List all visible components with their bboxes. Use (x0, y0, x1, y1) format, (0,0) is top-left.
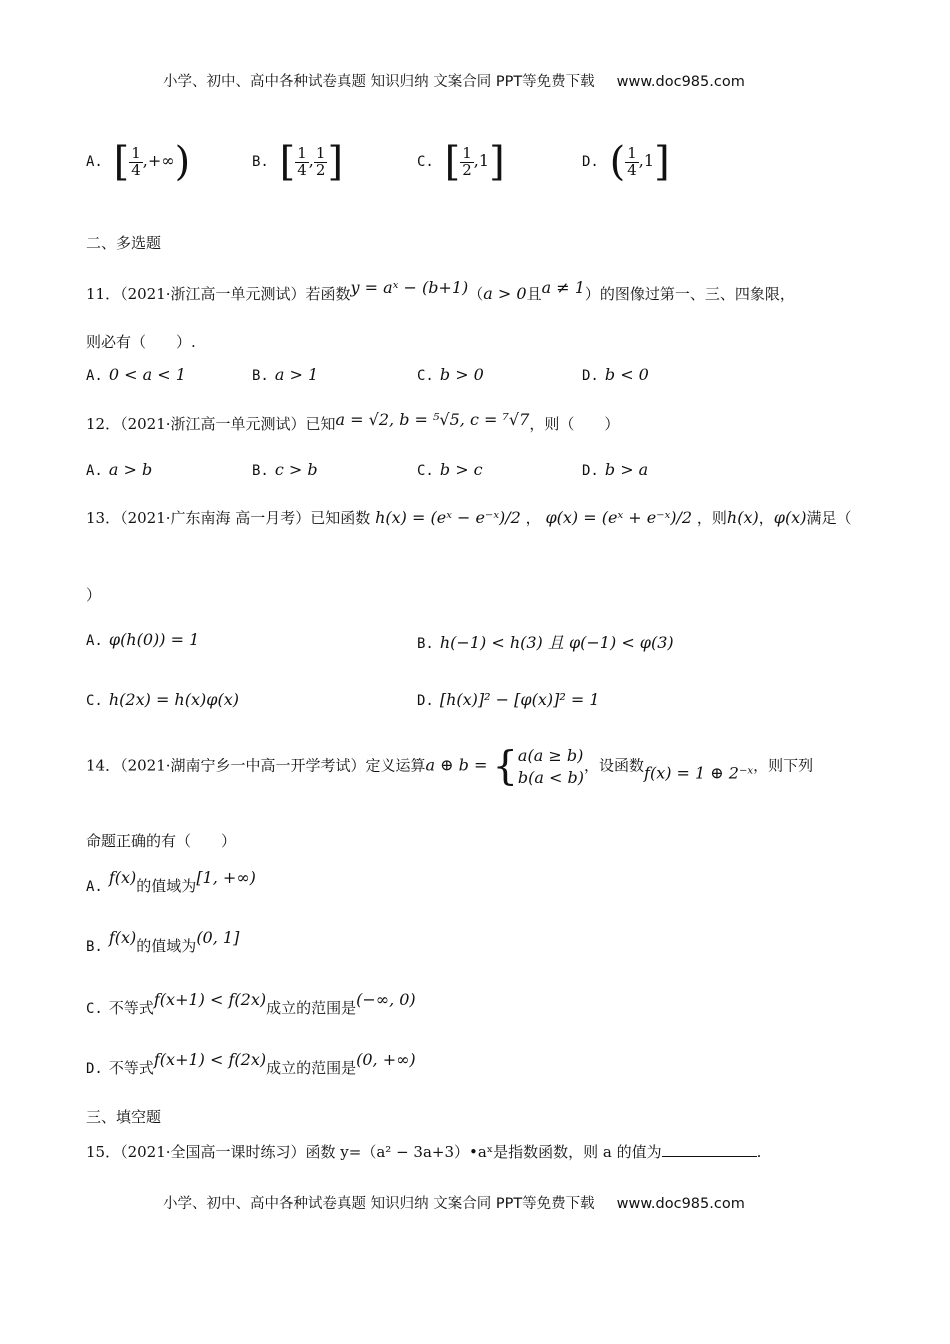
q14-stem: 14．（2021·湖南宁乡一中高一开学考试）定义运算a ⊕ b = { a(a ≥ b) b(a < b) ，设函数f(x) = 1 ⊕ 2⁻ˣ，则下列 (86, 743, 814, 790)
option-math: h(2x) = h(x)φ(x) (108, 690, 239, 709)
option-math1: f(x+1) < f(2x) (153, 1050, 267, 1069)
option-label: D. (417, 693, 434, 709)
q13-stem (86, 507, 851, 528)
q11-stem-tail: ）的图像过第一、三、四象限， (584, 285, 795, 303)
option-label: B. (252, 154, 269, 170)
page-footer (163, 1192, 745, 1213)
option-pre: 不等式 (108, 999, 154, 1017)
q14-stem-tail: ，则下列 (753, 756, 814, 775)
option-math: b > 0 (439, 365, 484, 384)
q10-option-b[interactable] (252, 139, 344, 185)
option-label: B. (86, 939, 103, 955)
option-mid: 成立的范围是 (266, 1059, 357, 1077)
option-label: D. (582, 368, 599, 384)
option-math: a > b (108, 460, 153, 479)
option-label: C. (417, 154, 434, 170)
option-math: [ $\frac{1}{4}$ ,+∞) (113, 139, 191, 185)
q15-answer-blank[interactable] (662, 1144, 757, 1157)
q13-option-a[interactable] (86, 630, 199, 649)
q13-option-b[interactable] (417, 630, 674, 653)
q14-stem-line2: 命题正确的有（ ） (86, 832, 237, 850)
option-math2: (0, 1] (196, 928, 240, 947)
option-math: b > a (604, 460, 649, 479)
q14-option-c[interactable] (86, 990, 416, 1018)
q11-stem (86, 278, 795, 304)
option-mid: 成立的范围是 (266, 999, 357, 1017)
option-pre: 不等式 (108, 1059, 154, 1077)
q14-option-a[interactable] (86, 868, 256, 896)
q12-stem-tail: ，则（ ） (529, 415, 620, 433)
option-math: a > 1 (274, 365, 319, 384)
option-label: C. (417, 368, 434, 384)
q11-option-a[interactable] (86, 365, 186, 384)
footer-site-link[interactable]: www.doc985.com (616, 1196, 745, 1212)
option-math2: (−∞, 0) (356, 990, 416, 1009)
q12-stem-text: 12．（2021·浙江高一单元测试）已知 (86, 415, 336, 433)
q11-paren: （ (468, 285, 484, 303)
option-label: D. (582, 463, 599, 479)
q13-option-d[interactable] (417, 690, 600, 709)
option-label: C. (86, 1001, 103, 1017)
q14-option-b[interactable] (86, 928, 239, 956)
footer-text: 小学、初中、高中各种试卷真题 知识归纳 文案合同 PPT等免费下载 (163, 1196, 595, 1212)
page-header (163, 70, 745, 91)
option-math: [ $\frac{1}{2}$ ,1] (444, 139, 505, 185)
q10-option-c[interactable] (417, 139, 505, 185)
q11-stem-text: 11．（2021·浙江高一单元测试）若函数 (86, 285, 351, 303)
q11-function: y = aˣ − (b+1) (350, 278, 469, 297)
q11-cond2: a ≠ 1 (541, 278, 585, 297)
option-label: D. (582, 154, 599, 170)
option-mid: 的值域为 (136, 877, 197, 895)
option-label: B. (417, 636, 434, 652)
header-site-link[interactable]: www.doc985.com (616, 74, 745, 90)
q14-stem-text: 14．（2021·湖南宁乡一中高一开学考试）定义运算 (86, 756, 426, 775)
q11-and: 且 (526, 285, 542, 303)
q13-hx: h(x) (726, 508, 759, 527)
q12-option-b[interactable] (252, 460, 318, 479)
q15-stem (86, 1141, 761, 1162)
q12-option-d[interactable] (582, 460, 648, 479)
q12-option-a[interactable] (86, 460, 152, 479)
option-label: A. (86, 368, 103, 384)
q11-stem-line2: 则必有（ ）. (86, 333, 196, 351)
option-math1: f(x) (108, 928, 137, 947)
section-multiple-choice-title: 二、多选题 (86, 234, 162, 252)
header-text: 小学、初中、高中各种试卷真题 知识归纳 文案合同 PPT等免费下载 (163, 74, 595, 90)
q13-stem-text: 13．（2021·广东南海 高一月考）已知函数 (86, 509, 371, 527)
q12-option-c[interactable] (417, 460, 483, 479)
q12-given-values: a = √2, b = ⁵√5, c = ⁷√7 (335, 410, 530, 429)
q13-option-c[interactable] (86, 690, 239, 709)
option-math: [h(x)]² − [φ(x)]² = 1 (439, 690, 600, 709)
option-label: D. (86, 1061, 103, 1077)
option-label: A. (86, 154, 103, 170)
option-label: C. (417, 463, 434, 479)
option-math: 0 < a < 1 (108, 365, 186, 384)
option-label: C. (86, 693, 103, 709)
option-math: φ(h(0)) = 1 (108, 630, 200, 649)
option-label: A. (86, 633, 103, 649)
q13-stem-then: ，则 (696, 509, 727, 527)
q13-stem-tail: 满足（ (806, 509, 852, 527)
q11-option-d[interactable] (582, 365, 649, 384)
option-label: A. (86, 463, 103, 479)
q14-option-d[interactable] (86, 1050, 416, 1078)
section-fill-blank-title: 三、填空题 (86, 1108, 162, 1126)
option-math1: f(x) (108, 868, 137, 887)
q11-option-c[interactable] (417, 365, 484, 384)
q12-stem (86, 410, 619, 434)
option-math: ( $\frac{1}{4}$ ,1] (609, 139, 670, 185)
option-math: b > c (439, 460, 483, 479)
q15-stem-text: 15．（2021·全国高一课时练习）函数 y=（a² − 3a+3）•aˣ是指数函数，则 a 的值为 (86, 1143, 662, 1161)
q14-operator: a ⊕ b (425, 755, 469, 775)
q14-case2: b(a < b) (517, 767, 585, 787)
q13-phix: φ(x) (773, 508, 807, 527)
option-label: B. (252, 463, 269, 479)
option-math: h(−1) < h(3) 且 φ(−1) < φ(3) (439, 633, 674, 652)
q14-f-definition: f(x) = 1 ⊕ 2⁻ˣ (644, 763, 754, 783)
q13-phi-definition: φ(x) = (eˣ + e⁻ˣ)/2 (545, 508, 693, 527)
q11-option-b[interactable] (252, 365, 318, 384)
q14-stem-mid: ，设函数 (584, 756, 645, 775)
option-math1: f(x+1) < f(2x) (153, 990, 267, 1009)
q13-comma2: ， (758, 509, 774, 527)
option-math2: [1, +∞) (196, 868, 256, 887)
q11-cond1: a > 0 (483, 284, 527, 303)
option-label: A. (86, 879, 103, 895)
option-math: b < 0 (604, 365, 649, 384)
q13-h-definition: h(x) = (eˣ − e⁻ˣ)/2 (375, 508, 521, 527)
q10-option-d[interactable] (582, 139, 670, 185)
q10-option-a[interactable] (86, 139, 191, 185)
option-math2: (0, +∞) (356, 1050, 416, 1069)
q15-period: . (756, 1143, 762, 1161)
q13-comma: ， (525, 509, 541, 527)
q14-case1: a(a ≥ b) (517, 746, 584, 765)
option-mid: 的值域为 (136, 937, 197, 955)
option-math: c > b (274, 460, 318, 479)
option-label: B. (252, 368, 269, 384)
q14-cases (518, 745, 584, 788)
q13-stem-close: ） (86, 586, 102, 604)
option-math: [ $\frac{1}{4}$ , $\frac{1}{2}$ ] (279, 139, 344, 185)
